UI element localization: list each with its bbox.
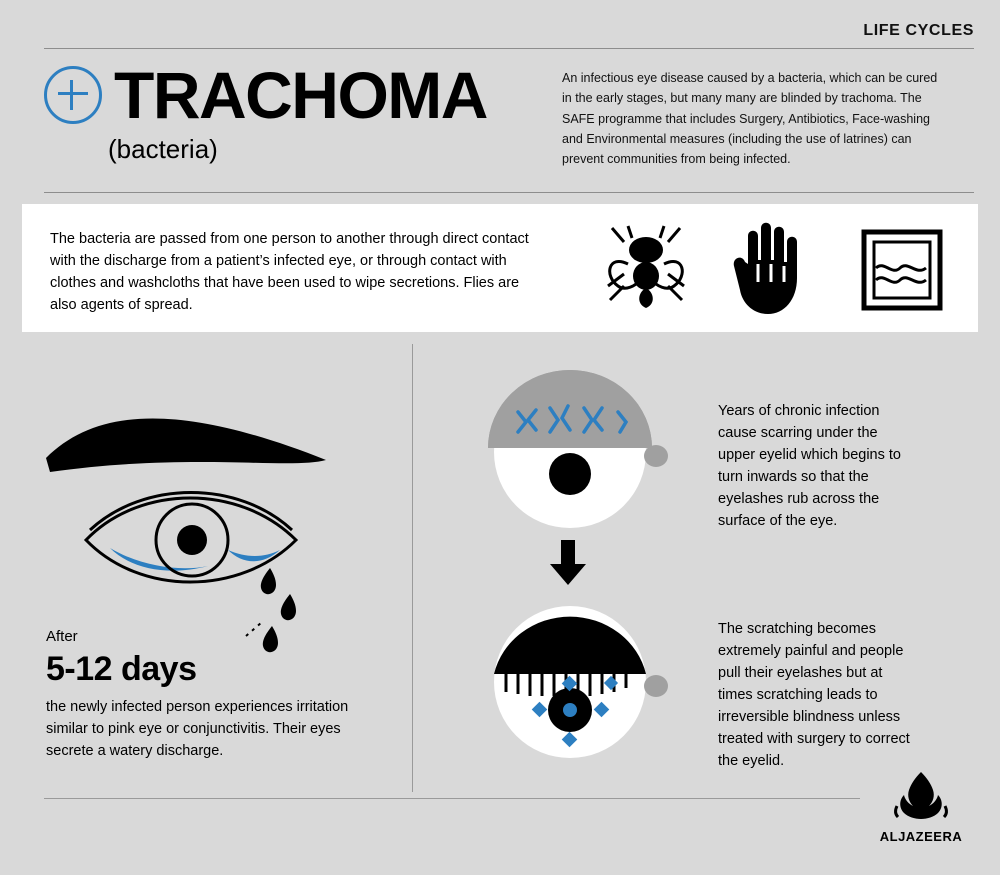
stage-2-text: The scratching becomes extremely painful and people pull their eyelashes but at times scratching leads to irreversible blindness unless treated with surgery to correct the eyelid.	[718, 621, 910, 770]
stage-2-illustration	[470, 600, 670, 760]
aljazeera-logo	[866, 770, 976, 844]
header-top-divider	[44, 48, 974, 49]
title-block	[44, 58, 544, 165]
footer-divider	[44, 798, 860, 799]
medical-plus-icon	[44, 66, 102, 124]
stage-1-text: Years of chronic infection cause scarring under the upper eyelid which begins to turn inwards so that the eyelashes rub across the surface of the eye.	[718, 403, 901, 530]
transmission-panel	[22, 204, 978, 332]
page-subtitle: (bacteria)	[108, 134, 218, 164]
column-divider	[412, 344, 413, 792]
aljazeera-wordmark: ALJAZEERA	[879, 829, 963, 844]
washcloth-icon	[860, 228, 944, 317]
section-kicker: LIFE CYCLES	[863, 22, 974, 39]
aljazeera-calligraphy-icon	[889, 770, 953, 822]
transmission-icon-group	[578, 218, 958, 318]
header-bottom-divider	[44, 192, 974, 193]
hand-icon	[728, 220, 814, 321]
fly-icon	[602, 224, 690, 315]
stage-1-illustration	[470, 370, 670, 530]
after-label: After	[46, 628, 78, 645]
stage-arrow-icon	[548, 540, 588, 586]
transmission-text: The bacteria are passed from one person to another through direct contact with the discharge from a patient’s infected eye, or through contact with clothes and washcloths that have been used to wipe secretions. Flies are also agents of spread.	[50, 231, 529, 314]
intro-paragraph: An infectious eye disease caused by a bacteria, which can be cured in the early stages, but many many are blinded by trachoma. The SAFE programme that includes Surgery, Antibiotics, Face-washing and Environmental measures (including the use of latrines) can prevent communities from being infected.	[562, 71, 938, 166]
eye-illustration	[40, 400, 380, 660]
incubation-duration: 5-12 days	[46, 650, 197, 688]
page-title: TRACHOMA	[114, 58, 487, 132]
incubation-description: the newly infected person experiences irritation similar to pink eye or conjunctivitis. Their eyes secrete a watery discharge.	[46, 699, 349, 759]
